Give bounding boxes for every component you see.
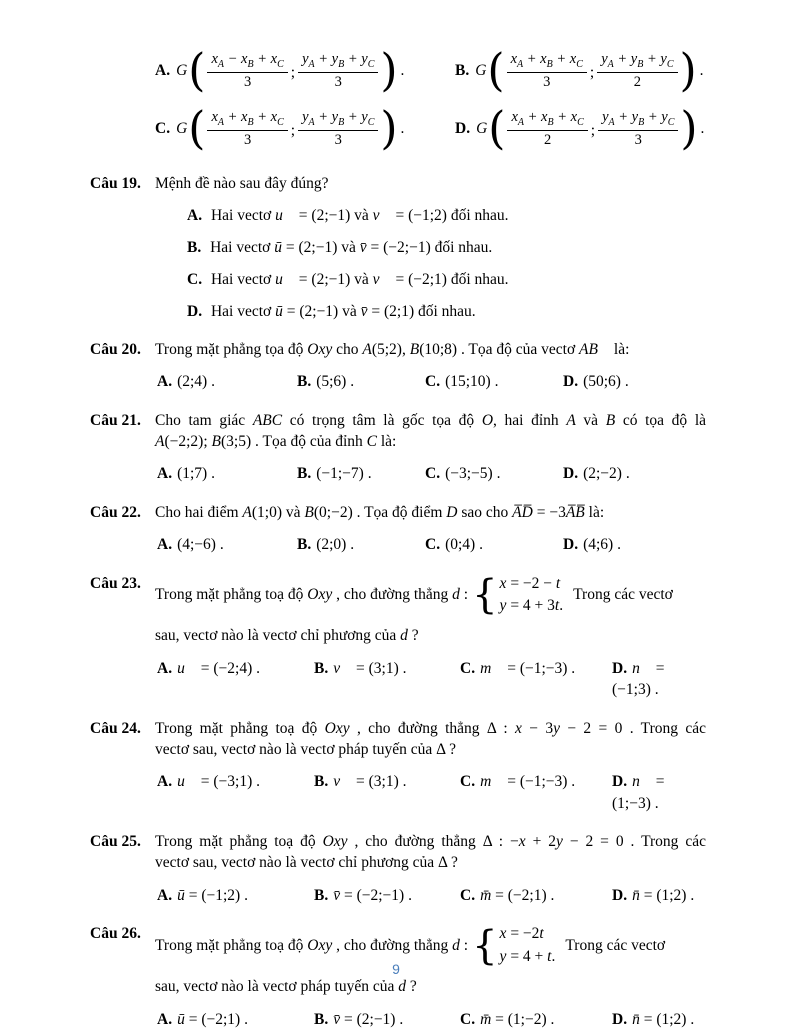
- system-line-2: y = 4 + t.: [499, 947, 556, 965]
- option-label: C.: [155, 120, 171, 138]
- option-label: C.: [460, 1010, 476, 1028]
- option-text: m⃗ = (−1;−3) .: [480, 773, 576, 791]
- option-text: (4;−6) .: [177, 536, 224, 554]
- option-text: ū = (−1;2) .: [177, 886, 248, 904]
- option-row: [155, 44, 706, 98]
- period: .: [400, 62, 405, 80]
- fraction-denominator: 3: [634, 131, 642, 148]
- option-text: (0;4) .: [445, 536, 483, 554]
- option-label: D.: [187, 302, 203, 320]
- option-label: B.: [314, 886, 329, 904]
- option-b: [314, 1009, 460, 1030]
- stem-text: Trong các vectơ: [565, 936, 666, 954]
- question-25: [90, 831, 706, 906]
- option-label: C.: [460, 886, 476, 904]
- fraction-denominator: 3: [543, 73, 551, 90]
- fraction-denominator: 3: [243, 73, 252, 90]
- option-a: [157, 371, 297, 392]
- fraction: [507, 51, 587, 91]
- option-c: [460, 1009, 612, 1030]
- option-b: [314, 885, 460, 906]
- option-text: m⃗ = (−1;−3) .: [480, 659, 576, 677]
- option-d: [612, 658, 706, 701]
- stem-text: Trong các vectơ: [573, 586, 673, 604]
- option-text: (1;7) .: [177, 465, 215, 483]
- option-text: ū = (−2;1) .: [177, 1010, 248, 1028]
- option-d: [612, 885, 706, 906]
- option-text: Hai vectơ u⃗ = (2;−1) và v⃗ = (−2;1) đối nhau.: [210, 270, 509, 288]
- option-d: [187, 301, 706, 322]
- option-label: D.: [612, 773, 628, 791]
- fraction: [298, 51, 378, 91]
- period: .: [699, 62, 704, 80]
- option-b: [297, 463, 425, 484]
- option-b: B. G ( $\frac{x_A + x_B + x_C}{3}$ ; $\frac{y_A + y_B + y_C}{2}$ ) .: [455, 44, 704, 97]
- separator: ;: [589, 64, 595, 82]
- option-text: (2;0) .: [316, 536, 355, 554]
- option-a: [157, 534, 297, 555]
- option-a: [157, 1009, 314, 1030]
- centroid-symbol: G: [176, 120, 188, 138]
- option-text: m̄ = (1;−2) .: [480, 1010, 555, 1028]
- fraction: [207, 51, 287, 91]
- option-text: v̄ = (−2;−1) .: [333, 886, 412, 904]
- option-label: C.: [460, 773, 476, 791]
- option-text: (−3;−5) .: [445, 465, 501, 483]
- separator: ;: [590, 122, 596, 140]
- equation-system: { x = −2 − t y = 4 + 3t.: [472, 571, 564, 618]
- option-label: B.: [314, 773, 329, 791]
- question-number: Câu 24.: [90, 719, 141, 737]
- question-22: [90, 502, 706, 556]
- fraction-denominator: 3: [334, 73, 342, 90]
- option-label: A.: [155, 62, 171, 80]
- option-text: (−1;−7) .: [316, 465, 372, 483]
- centroid-symbol: G: [476, 120, 488, 138]
- option-text: u⃗ = (−3;1) .: [177, 773, 261, 791]
- options: [155, 205, 706, 322]
- option-c: [425, 371, 563, 392]
- question-stem-line2: sau, vectơ nào là vectơ chỉ phương của d ?: [155, 627, 419, 645]
- option-d: [563, 371, 706, 392]
- option-text: (5;6) .: [316, 373, 355, 391]
- fraction: [507, 109, 587, 149]
- option-label: B.: [297, 465, 312, 483]
- option-text: v⃗ = (3;1) .: [333, 659, 407, 677]
- option-label: C.: [187, 270, 203, 288]
- option-label: B.: [187, 238, 202, 256]
- centroid-symbol: G: [475, 62, 487, 80]
- question-number: Câu 26.: [90, 925, 141, 943]
- option-d: [612, 771, 706, 814]
- question-stem-line2: vectơ sau, vectơ nào là vectơ chỉ phương của Δ ?: [155, 854, 458, 872]
- option-c: [460, 771, 612, 814]
- fraction-numerator: $y_A + y_B + y_C$: [597, 51, 677, 73]
- question-number: Câu 20.: [90, 340, 141, 358]
- question-stem: [155, 573, 706, 618]
- option-text: Hai vectơ ū = (2;−1) và v̄ = (−2;−1) đối nhau.: [210, 238, 493, 256]
- fraction-numerator: $x_A + x_B + x_C$: [507, 51, 587, 73]
- fraction: [597, 51, 677, 91]
- question-18-options: [155, 44, 706, 156]
- option-text: (4;6) .: [583, 536, 621, 554]
- option-label: A.: [157, 536, 173, 554]
- option-text: n̄ = (1;2) .: [632, 886, 695, 904]
- fraction-numerator: $x_A + x_B + x_C$: [507, 109, 587, 131]
- fraction-numerator: $y_A + y_B + y_C$: [298, 51, 378, 73]
- option-text: v⃗ = (3;1) .: [333, 773, 407, 791]
- stem-text: Trong mặt phẳng toạ độ Oxy , cho đường thẳng d :: [155, 586, 469, 604]
- question-stem: Mệnh đề nào sau đây đúng?: [155, 175, 329, 192]
- option-label: B.: [314, 1010, 329, 1028]
- option-text: n̄ = (1;2) .: [632, 1010, 695, 1028]
- fraction-numerator: $y_A + y_B + y_C$: [598, 109, 678, 131]
- option-text: m̄ = (−2;1) .: [480, 886, 555, 904]
- options: [157, 771, 706, 814]
- fraction-numerator: $y_A + y_B + y_C$: [298, 109, 378, 131]
- option-label: C.: [425, 465, 441, 483]
- question-24: [90, 718, 706, 815]
- option-label: D.: [455, 120, 471, 138]
- page-number: 9: [392, 961, 400, 977]
- fraction-numerator: $x_A + x_B + x_C$: [207, 109, 287, 131]
- option-label: B.: [297, 373, 312, 391]
- option-label: A.: [187, 206, 203, 224]
- options: [157, 658, 706, 701]
- fraction-numerator: $x_A - x_B + x_C$: [207, 51, 287, 73]
- options: [157, 463, 706, 484]
- option-label: C.: [425, 536, 441, 554]
- question-number: Câu 21.: [90, 411, 141, 429]
- option-text: v̄ = (2;−1) .: [333, 1010, 404, 1028]
- centroid-symbol: G: [176, 62, 188, 80]
- question-number: Câu 19.: [90, 175, 141, 192]
- question-stem: Cho tam giác ABC có trọng tâm là gốc tọa độ O, hai đỉnh A và B có tọa độ là: [155, 411, 706, 429]
- option-c: C. G ( $\frac{x_A + x_B + x_C}{3}$ ; $\frac{y_A + y_B + y_C}{3}$ ) .: [155, 102, 405, 155]
- system-line-1: x = −2t: [499, 925, 544, 943]
- question-number: Câu 25.: [90, 833, 141, 851]
- option-label: D.: [612, 659, 628, 677]
- option-text: n⃗ = (−1;3) .: [612, 659, 665, 699]
- option-a: [157, 885, 314, 906]
- option-d: [612, 1009, 706, 1030]
- option-a: A. G ( $\frac{x_A - x_B + x_C}{3}$ ; $\frac{y_A + y_B + y_C}{3}$ ) .: [155, 44, 405, 97]
- option-label: A.: [157, 465, 173, 483]
- options: [157, 1009, 706, 1030]
- question-stem: Cho hai điểm A(1;0) và B(0;−2) . Tọa độ điểm D sao cho A̅D̅ = −3A̅B̅ là:: [155, 503, 605, 521]
- question-number: Câu 22.: [90, 503, 141, 521]
- fraction: [207, 109, 287, 149]
- option-text: (2;−2) .: [583, 465, 630, 483]
- fraction: [298, 109, 378, 149]
- option-text: (50;6) .: [583, 373, 629, 391]
- option-text: n⃗ = (1;−3) .: [612, 773, 665, 812]
- option-d: [563, 534, 706, 555]
- question-stem: Trong mặt phẳng toạ độ Oxy , cho đường thẳng Δ : x − 3y − 2 = 0 . Trong các: [155, 719, 706, 737]
- option-a: [157, 771, 314, 814]
- option-label: A.: [157, 886, 173, 904]
- separator: ;: [290, 122, 296, 140]
- question-stem-line2: A(−2;2); B(3;5) . Tọa độ của đỉnh C là:: [155, 433, 397, 450]
- question-stem-line2: sau, vectơ nào là vectơ pháp tuyến của d ?: [155, 978, 417, 996]
- separator: ;: [290, 64, 296, 82]
- period: .: [700, 120, 705, 138]
- option-label: C.: [425, 373, 441, 391]
- option-b: [187, 237, 706, 258]
- question-23: [90, 573, 706, 701]
- option-c: [460, 885, 612, 906]
- option-label: B.: [314, 659, 329, 677]
- option-label: B.: [297, 536, 312, 554]
- question-stem: Trong mặt phẳng tọa độ Oxy cho A(5;2), B(10;8) . Tọa độ của vectơ AB⃗ là:: [155, 340, 630, 358]
- system-line-2: y = 4 + 3t.: [499, 596, 564, 614]
- question-stem: Trong mặt phẳng toạ độ Oxy , cho đường thẳng Δ : −x + 2y − 2 = 0 . Trong các: [155, 833, 706, 851]
- question-21: [90, 410, 706, 485]
- option-label: D.: [563, 373, 579, 391]
- options: [157, 371, 706, 392]
- fraction-denominator: 2: [543, 131, 552, 148]
- option-c: [425, 534, 563, 555]
- option-label: B.: [455, 62, 470, 80]
- option-label: D.: [612, 1010, 628, 1028]
- option-label: C.: [460, 659, 476, 677]
- option-label: D.: [563, 536, 579, 554]
- question-20: [90, 339, 706, 393]
- option-label: A.: [157, 659, 173, 677]
- option-text: (15;10) .: [445, 373, 499, 391]
- period: .: [400, 120, 405, 138]
- option-label: D.: [612, 886, 628, 904]
- option-label: A.: [157, 1010, 173, 1028]
- fraction-denominator: 3: [243, 131, 252, 148]
- option-c: [187, 269, 706, 290]
- option-b: [297, 534, 425, 555]
- question-number: Câu 23.: [90, 574, 141, 592]
- option-text: (2;4) .: [177, 373, 215, 391]
- option-row: [155, 102, 706, 156]
- option-b: [314, 658, 460, 701]
- option-c: [460, 658, 612, 701]
- option-c: [425, 463, 563, 484]
- fraction-denominator: 2: [633, 73, 641, 90]
- option-b: [297, 371, 425, 392]
- option-d: [563, 463, 706, 484]
- options: [157, 885, 706, 906]
- option-label: A.: [157, 773, 173, 791]
- fraction-denominator: 3: [334, 131, 342, 148]
- option-label: A.: [157, 373, 173, 391]
- question-19: [90, 173, 706, 322]
- equation-system: { x = −2t y = 4 + t.: [472, 922, 556, 969]
- system-line-1: x = −2 − t: [499, 574, 561, 592]
- stem-text: Trong mặt phẳng toạ độ Oxy , cho đường thẳng d :: [155, 936, 469, 954]
- option-a: [157, 658, 314, 701]
- option-b: [314, 771, 460, 814]
- fraction: [598, 109, 678, 149]
- option-label: D.: [563, 465, 579, 483]
- option-a: [157, 463, 297, 484]
- options: [157, 534, 706, 555]
- option-text: Hai vectơ u⃗ = (2;−1) và v⃗ = (−1;2) đối nhau.: [210, 206, 509, 224]
- question-stem-line2: vectơ sau, vectơ nào là vectơ pháp tuyến của Δ ?: [155, 740, 456, 758]
- option-text: u⃗ = (−2;4) .: [177, 659, 261, 677]
- option-a: [187, 205, 706, 226]
- option-d: D. G ( $\frac{x_A + x_B + x_C}{2}$ ; $\frac{y_A + y_B + y_C}{3}$ ) .: [455, 102, 705, 155]
- option-text: Hai vectơ ū = (2;−1) và v̄ = (2;1) đối nhau.: [210, 302, 476, 320]
